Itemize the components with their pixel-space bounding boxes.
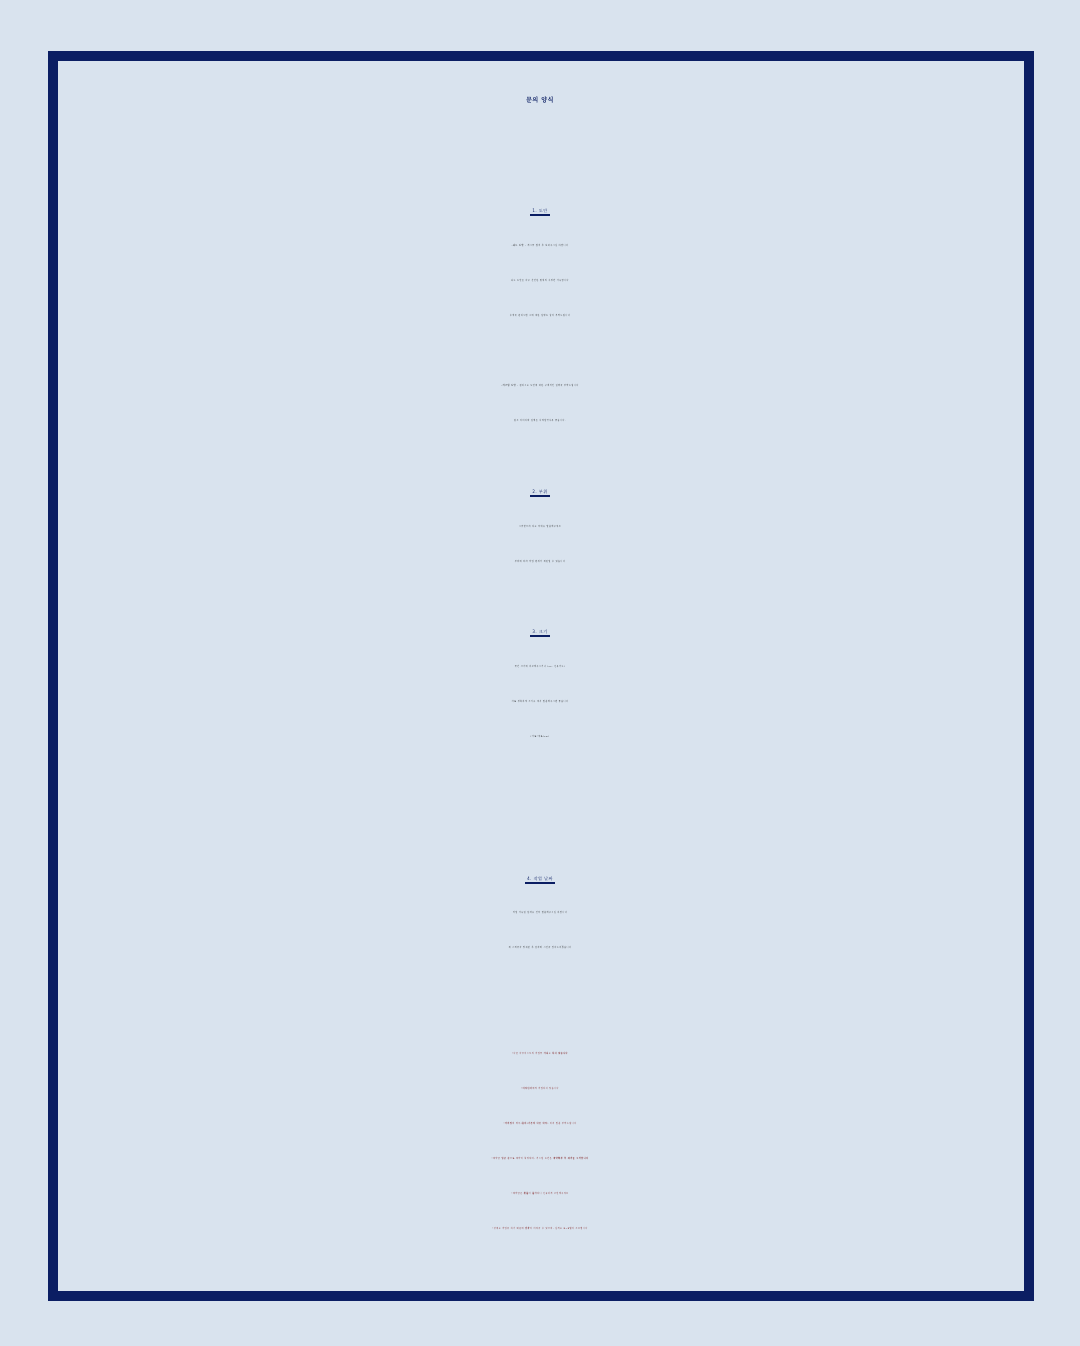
notice-refund-text-1: *예약금은: [511, 1193, 524, 1195]
notice-copy-bold-2: 하지 않습니다: [552, 1053, 568, 1055]
notice-copy-text-2: 는: [548, 1053, 553, 1055]
section-2-heading: [0, 477, 1080, 507]
notice-copy: [0, 1039, 1080, 1069]
body-part-line-1: 시술받으려 하는 부위를 말씀해주세요: [518, 526, 562, 528]
notice-refund-text-3: 하니 신중하게 고민해주세요: [537, 1193, 569, 1195]
feed-design-label: -피드 도안: [511, 245, 524, 247]
section-3-heading-text: 3. 크기: [530, 629, 549, 637]
body-part-line-2: 부위에 따라 작업 범위가 제한될 수 있습니다: [514, 561, 566, 563]
feed-design-separator: :: [523, 245, 528, 247]
custom-design-separator: :: [516, 385, 520, 387]
date-line-1: 작업 가능한 날짜를 전부 말씀해주시길 바랍니다: [512, 912, 568, 914]
section-1-heading: [0, 196, 1080, 226]
notice-minor: [0, 1074, 1080, 1104]
notice-coverup-text-3: ) 미리 말씀 부탁드립니다: [547, 1123, 577, 1125]
notice-refund-bold-1: 환불: [523, 1193, 529, 1195]
notice-refund: [0, 1179, 1080, 1209]
custom-design-text: 원하시는 도안에 대한 구체적인 설명을 부탁드립니다: [519, 385, 579, 387]
feed-design-line: [0, 231, 1080, 261]
feed-design-line-3: 수정을 원하시면 그에 대한 설명도 같이 부탁드립니다: [509, 315, 571, 317]
notice-minor-text-1: *: [521, 1088, 523, 1090]
notice-refund-text-2: 이: [528, 1193, 533, 1195]
size-line-2: 자로 정확하게 크기를 재서 말씀해주시면 좋습니다: [511, 701, 569, 703]
custom-design-label: -커스텀 도안: [501, 385, 517, 387]
custom-design-line-2: 참고 이미지와 설명은 디테일할수록 좋습니다.: [514, 420, 566, 422]
notice-coverup-text-2: 의 경우(: [512, 1123, 522, 1125]
notice-copy-text-1: *다른 타투이스트의 작업물: [512, 1053, 544, 1055]
notice-coverup-text-1: *: [503, 1123, 505, 1125]
size-note-2: [0, 795, 1080, 825]
size-line-1: 물건 크기에 비교해주시거나 (ex. 신용카드): [514, 666, 566, 668]
section-1-heading-text: 1. 도안: [530, 208, 549, 216]
feed-design-line-2: 피드 도안은 아주 간단한 범위의 수정만 가능합니다: [511, 280, 569, 282]
notice-reply-text-1: *낮에는 작업을 하기 때문에: [492, 1228, 526, 1230]
size-line-3: (가로*세로/cm): [530, 736, 550, 738]
notice-copy-bold-1: 카피: [543, 1053, 549, 1055]
notice-reply-text-2: 이 어려울 수 있으며, 길게는: [529, 1228, 564, 1230]
notice-coverup-bold-1: 커버업: [504, 1123, 513, 1125]
notice-deposit-text-2: 으로 예약이 확정되며, 커스텀 도안은: [509, 1158, 554, 1160]
date-line-2: 제 스케줄과 맞춰본 후 날짜와 시간을 잡아드리겠습니다: [508, 947, 572, 949]
section-3-heading: [0, 617, 1080, 647]
notice-deposit: [0, 1144, 1080, 1174]
section-4-heading: [0, 864, 1080, 894]
notice-refund-bold-2: 불가: [532, 1193, 538, 1195]
size-note-1: [0, 760, 1080, 790]
notice-deposit-bold-1: 입금 순: [501, 1158, 510, 1160]
section-4-heading-text: 4. 작업 날짜: [525, 876, 555, 884]
notice-reply-bold-1: 답장: [525, 1228, 530, 1230]
notice-deposit-bold-2: 예약확정 후 제작을 시작합니다: [553, 1158, 589, 1160]
notice-minor-text-2: 에게 작업하지 않습니다: [532, 1088, 559, 1090]
feed-design-text: 게시물 캡처 후 보내주시길 바랍니다: [527, 245, 569, 247]
notice-reply: [0, 1214, 1080, 1244]
custom-design-line: [0, 371, 1080, 401]
notice-reply-text-3: 이 소요됩니다: [571, 1228, 588, 1230]
notice-deposit-text-1: *예약금: [491, 1158, 502, 1160]
page-title: 문의 양식: [526, 97, 554, 104]
notice-coverup-bold-2: 흉터/기존의 다른 타투: [521, 1123, 548, 1125]
notice-coverup: [0, 1109, 1080, 1139]
section-2-heading-text: 2. 부위: [530, 489, 549, 497]
notice-reply-bold-2: 2~3일: [563, 1228, 572, 1230]
notice-minor-bold-1: 미성년자: [522, 1088, 533, 1090]
